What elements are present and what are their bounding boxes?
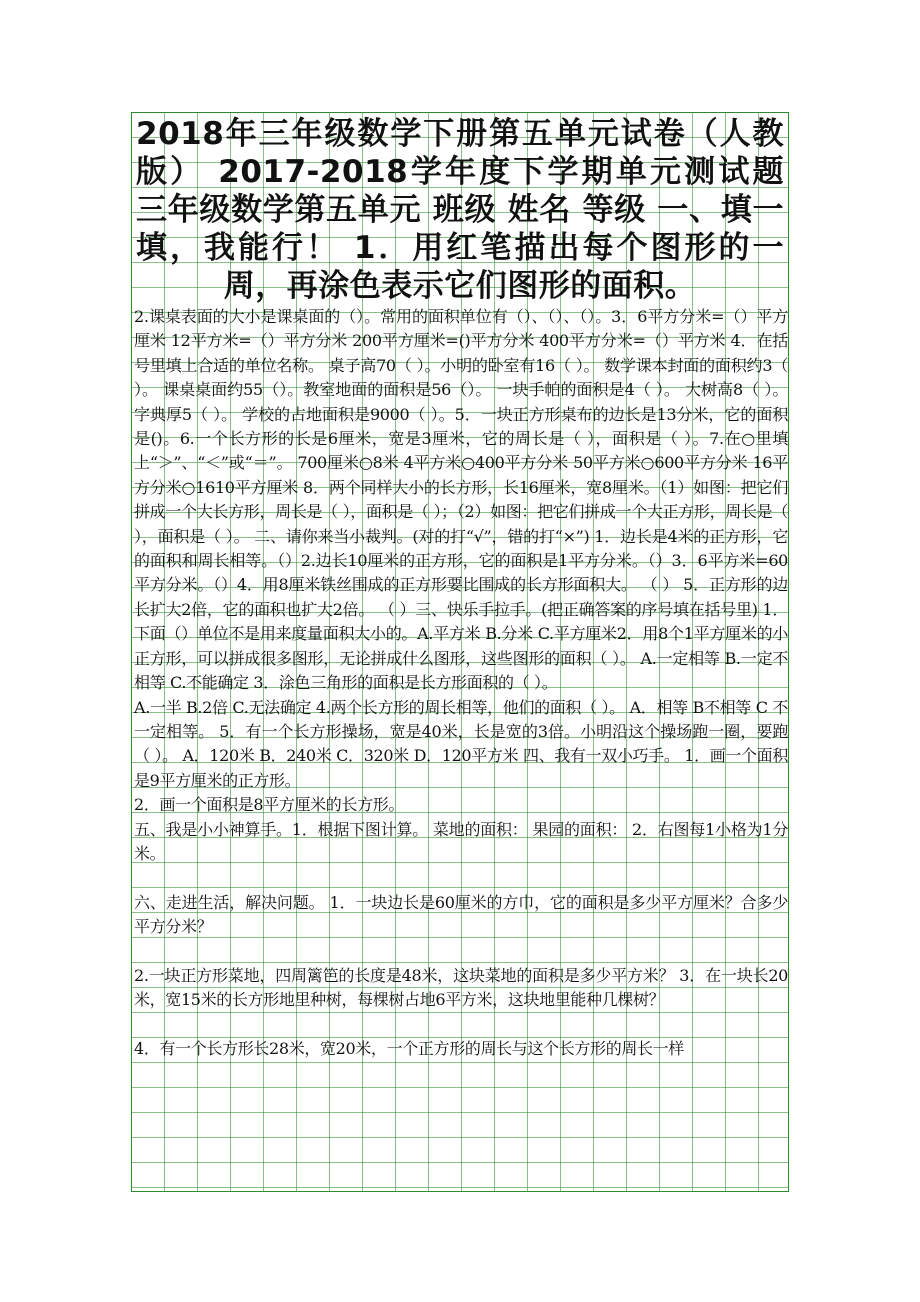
blank-line (134, 866, 788, 890)
paragraph-problem-4: 4．有一个长方形长28米，宽20米，一个正方形的周长与这个长方形的周长一样 (134, 1039, 684, 1059)
blank-line (134, 940, 788, 964)
paragraph-problem-1: 六、走进生活，解决问题。 1．一块边长是60厘米的方巾，它的面积是多少平方厘米？合多少平方分米？ (134, 892, 788, 937)
paragraph-choose-draw: A.一半 B.2倍 C.无法确定 4.两个长方形的周长相等，他们的面积（ ）。 A．相等 B不相等 C 不一定相等。 5．有一个长方形操场，宽是40米，长是宽的3倍。小明沿这个操场跑一圈，要跑（ ）。 A．120米 B．240米 C．320米 D．120平方米 四、我有一双小巧手。 1．画一个面积是9平方厘米的正方形。 (134, 697, 788, 790)
exam-body (132, 305, 788, 1062)
paragraph-draw-rectangle: 2．画一个面积是8平方厘米的长方形。 (134, 795, 405, 815)
exam-sheet (131, 112, 789, 1192)
paragraph-calculate: 五、我是小小神算手。1．根据下图计算。 菜地的面积： 果园的面积： 2．右图每1小格为1分米。 (134, 819, 788, 863)
paragraph-fill-judge-choose: 2.课桌表面的大小是课桌面的（）。常用的面积单位有（）、（）、（）。3．6平方分米=（）平方厘米 12平方米=（）平方分米 200平方厘米=()平方分米 400平方分米=（）平方米 4．在括号里填上合适的单位名称。 桌子高70（ ）。小明的卧室有16（ ）。 数学课本封面的面积约3（ ）。 课桌桌面约55（）。教室地面的面积是56（）。 一块手帕的面积是4（ ）。 大树高8（ ）。 字典厚5（ ）。 学校的占地面积是9000（ ）。5．一块正方形桌布的边长是13分米，它的面积是()。6.一个长方形的长是6厘米，宽是3厘米，它的周长是（ ），面积是（ ）。7.在○里填上“＞”、“＜”或“＝”。 700厘米○8米 4平方米○400平方分米 50平方米○600平方分米 16平方分米○1610平方厘米 8．两个同样大小的长方形，长16厘米，宽8厘米。（1）如图：把它们拼成一个大长方形，周长是（ ），面积是（ ）；（2）如图：把它们拼成一个大正方形，周长是（ ），面积是（ ）。 二、请你来当小裁判。(对的打“√”，错的打“×”) 1．边长是4米的正方形，它的面积和周长相等。（）2.边长10厘米的正方形，它的面积是1平方分米。（）3．6平方米=60平方分米。（）4．用8厘米铁丝围成的正方形要比围成的长方形面积大。 （ ） 5．正方形的边长扩大2倍，它的面积也扩大2倍。 （ ）三、快乐手拉手。(把正确答案的序号填在括号里) 1．下面（）单位不是用来度量面积大小的。A.平方米 B.分米 C.平方厘米2．用8个1平方厘米的小正方形，可以拼成很多图形，无论拼成什么图形，这些图形的面积（ ）。 A.一定相等 B.一定不相等 C.不能确定 3．涂色三角形的面积是长方形面积的（ ）。 (134, 307, 788, 693)
exam-title: 2018年三年级数学下册第五单元试卷（人教版） 2017-2018学年度下学期单元测试题 三年级数学第五单元 班级 姓名 等级 一、填一填，我能行！ 1．用红笔描出每个图形的一周，再涂色表示它们图形的面积。 (136, 116, 784, 304)
blank-line (134, 1013, 788, 1037)
paragraph-problem-2-3: 2.一块正方形菜地，四周篱笆的长度是48米，这块菜地的面积是多少平方米？ 3．在一块长20米，宽15米的长方形地里种树，每棵树占地6平方米，这块地里能种几棵树？ (134, 965, 788, 1010)
